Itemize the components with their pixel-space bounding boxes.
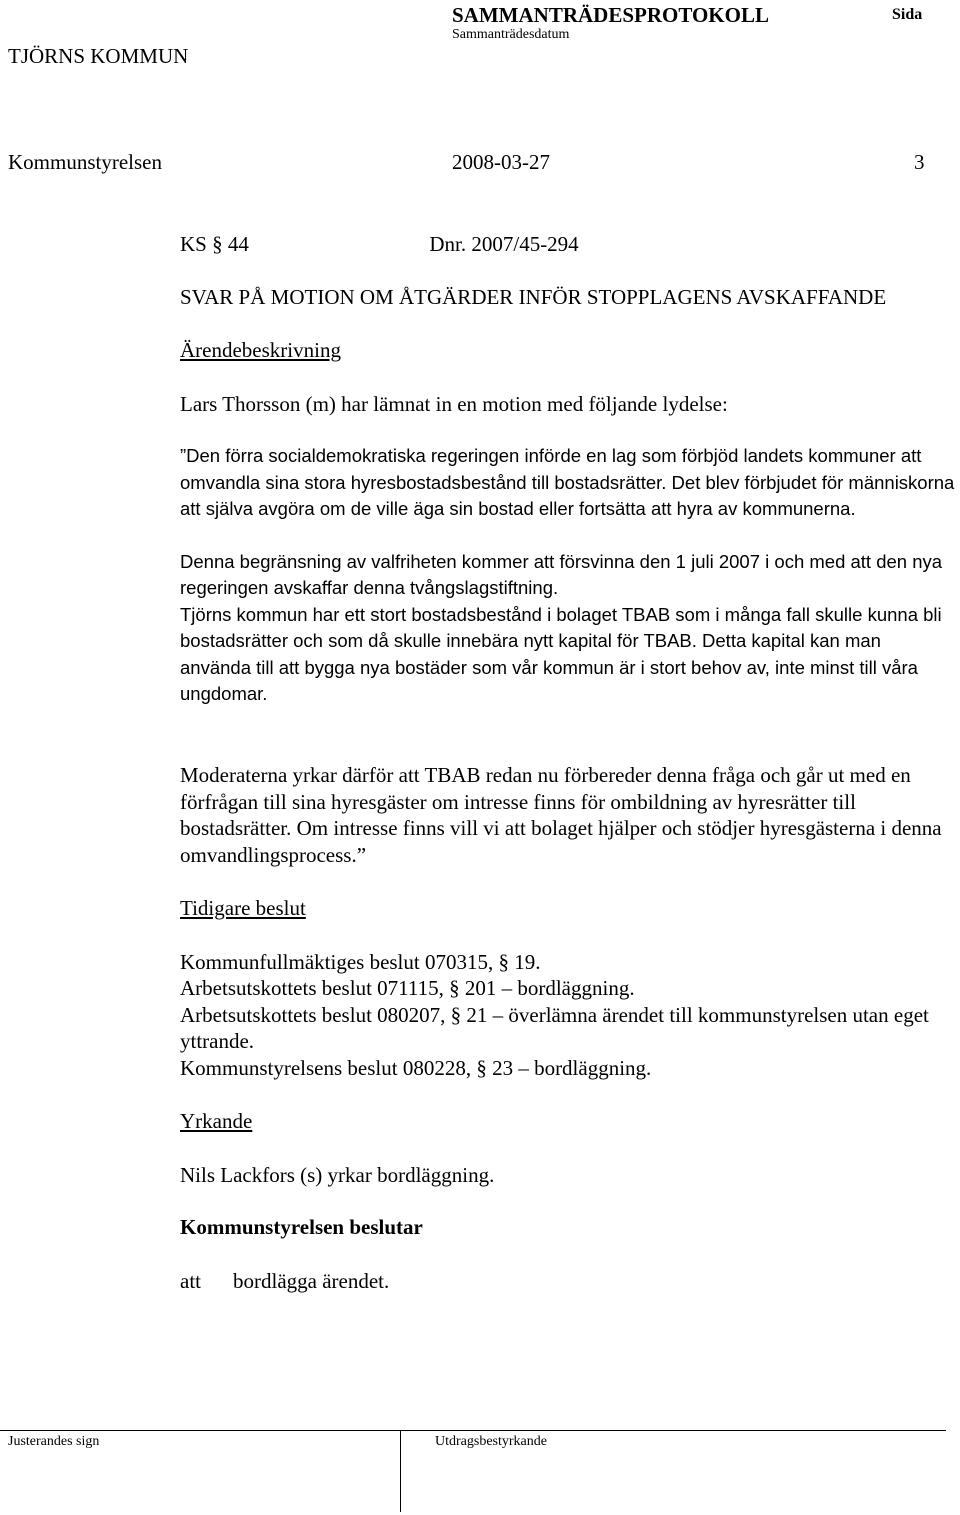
decision-item: Kommunstyrelsens beslut 080228, § 23 – bordläggning. bbox=[180, 1055, 652, 1080]
footer-vertical-divider bbox=[400, 1430, 401, 1512]
meeting-date: 2008-03-27 bbox=[452, 150, 550, 174]
motion-quote bbox=[180, 443, 955, 708]
att-prefix: att bbox=[180, 1268, 201, 1293]
committee-name: Kommunstyrelsen bbox=[8, 150, 162, 174]
yrkande-section bbox=[180, 1108, 955, 1188]
signature-label: Justerandes sign bbox=[8, 1434, 100, 1449]
decision-item: Arbetsutskottets beslut 071115, § 201 – bordläggning. bbox=[180, 976, 635, 1000]
page-label: Sida bbox=[892, 6, 923, 23]
quote-paragraph: Tjörns kommun har ett stort bostadsbestånd i bolaget TBAB som i många fall skulle kunna bli bostadsrätter och som då skulle innebära nytt kapital för TBAB. Detta kapital kan man använda till att bygga nya bostäder som vår kommun är i stort behov av, inte minst till våra ungdomar. bbox=[180, 603, 942, 704]
decision-item: Kommunfullmäktiges beslut 070315, § 19. bbox=[180, 949, 541, 974]
beslut-line bbox=[180, 1268, 955, 1295]
section-heading: Yrkande bbox=[180, 1109, 253, 1133]
meeting-date-label: Sammanträdesdatum bbox=[452, 27, 570, 42]
quote-paragraph: ”Den förra socialdemokratiska regeringen införde en lag som förbjöd landets kommuner att omvandla sina stora hyresbostadsbestånd till bostadsrätter. Det blev förbjudet för människorna att själva avgöra om de ville äga sin bostad eller fortsätta att hyra av kommunerna. bbox=[180, 445, 955, 519]
motion-quote-continued bbox=[180, 762, 955, 868]
case-title: SVAR PÅ MOTION OM ÅTGÄRDER INFÖR STOPPLAGENS AVSKAFFANDE bbox=[180, 285, 887, 309]
footer-divider bbox=[0, 1430, 946, 1431]
case-dnr: Dnr. 2007/45-294 bbox=[429, 232, 579, 256]
arendebeskrivning-section bbox=[180, 337, 955, 417]
beslut-text: bordlägga ärendet. bbox=[233, 1268, 390, 1293]
quote-paragraph: Moderaterna yrkar därför att TBAB redan nu förbereder denna fråga och går ut med en förfrågan till sina hyresgäster om intresse finns för ombildning av hyresrätter till bostadsrätter. Om intresse finns vill vi att bolaget hjälper och stödjer hyresgästerna i denna omvandlingsprocess.” bbox=[180, 763, 942, 867]
tidigare-beslut-section bbox=[180, 895, 955, 1081]
yrkande-text: Nils Lackfors (s) yrkar bordläggning. bbox=[180, 1162, 495, 1187]
document-title: SAMMANTRÄDESPROTOKOLL bbox=[452, 3, 769, 27]
organization-name: TJÖRNS KOMMUN bbox=[8, 44, 189, 68]
section-heading: Kommunstyrelsen beslutar bbox=[180, 1215, 423, 1239]
case-number: KS § 44 bbox=[180, 232, 249, 256]
certification-label: Utdragsbestyrkande bbox=[435, 1434, 547, 1449]
decision-item: Arbetsutskottets beslut 080207, § 21 – överlämna ärendet till kommunstyrelsen utan eget yttrande. bbox=[180, 1002, 929, 1053]
page-number: 3 bbox=[914, 150, 925, 174]
section-heading: Ärendebeskrivning bbox=[180, 338, 341, 362]
motion-intro: Lars Thorsson (m) har lämnat in en motion med följande lydelse: bbox=[180, 391, 728, 416]
case-line bbox=[180, 232, 579, 257]
section-heading: Tidigare beslut bbox=[180, 896, 306, 920]
beslut-section bbox=[180, 1214, 955, 1294]
quote-paragraph: Denna begränsning av valfriheten kommer att försvinna den 1 juli 2007 i och med att den nya regeringen avskaffar denna tvångslagstiftning. bbox=[180, 550, 943, 598]
